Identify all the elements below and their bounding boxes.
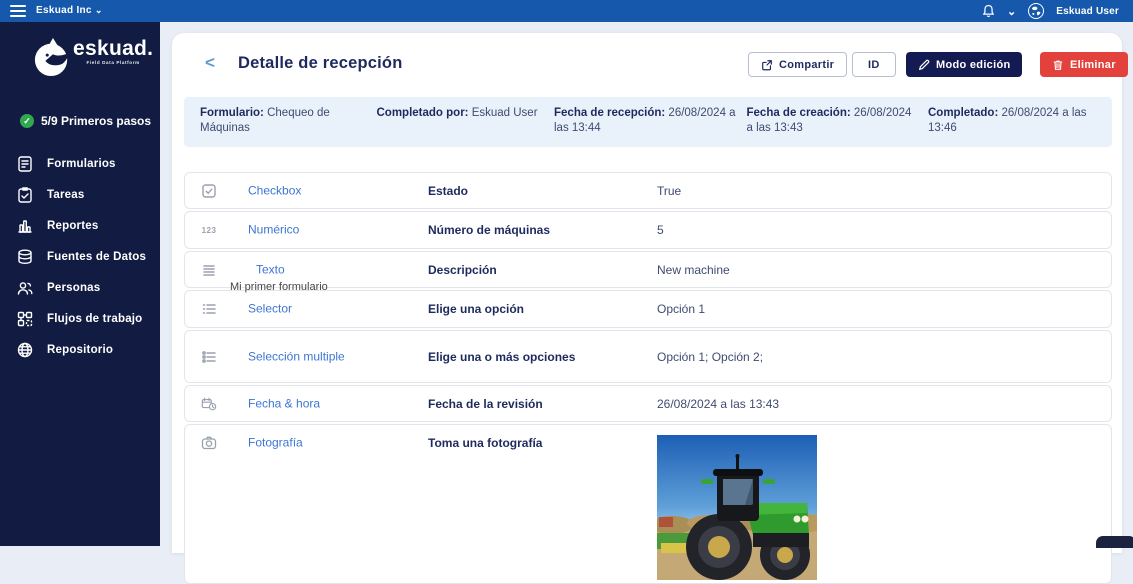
bell-icon[interactable] — [982, 4, 995, 18]
field-name: Elige una o más opciones — [428, 349, 576, 364]
sidebar-item-tareas[interactable] — [0, 179, 160, 210]
edit-mode-label: Modo edición — [936, 58, 1011, 71]
field-type-label[interactable]: Texto — [256, 262, 285, 276]
camera-icon — [199, 433, 219, 453]
text-icon — [199, 260, 219, 280]
field-row-fecha-hora — [184, 385, 1112, 422]
sidebar-item-flujos-de-trabajo[interactable] — [0, 303, 160, 334]
progress-label: 5/9 Primeros pasos — [41, 114, 152, 128]
username[interactable]: Eskuad User — [1056, 5, 1119, 17]
reports-icon — [16, 217, 34, 235]
workflows-icon — [16, 310, 34, 328]
org-name: Eskuad Inc — [36, 5, 92, 16]
numeric-icon: 123 — [201, 225, 217, 235]
id-label: ID — [868, 58, 880, 71]
sidebar-item-label: Reportes — [47, 219, 99, 232]
datetime-icon — [199, 394, 219, 414]
hamburger-icon[interactable] — [10, 5, 26, 17]
sidebar-item-fuentes-de-datos[interactable] — [0, 241, 160, 272]
sidebar-item-personas[interactable] — [0, 272, 160, 303]
forms-icon — [16, 155, 34, 173]
edit-mode-button[interactable] — [906, 52, 1022, 77]
field-value: Opción 1 — [657, 302, 706, 316]
sidebar-item-label: Flujos de trabajo — [47, 312, 143, 325]
field-type-label[interactable]: Selección multiple — [248, 349, 345, 363]
field-name: Fecha de la revisión — [428, 396, 543, 411]
field-name: Número de máquinas — [428, 223, 551, 237]
id-button[interactable] — [852, 52, 896, 77]
repository-icon — [16, 341, 34, 359]
org-switcher[interactable] — [36, 5, 103, 16]
field-type-label[interactable]: Numérico — [248, 222, 300, 237]
share-label: Compartir — [779, 58, 835, 71]
check-circle-icon: ✓ — [20, 114, 34, 128]
field-row-seleccion-multiple — [184, 330, 1112, 383]
meta-completado-por: Completado por: Eskuad User — [376, 107, 538, 119]
org-chevron-icon: ⌄ — [94, 5, 103, 15]
trash-icon — [1052, 59, 1064, 71]
onboarding-progress[interactable] — [20, 114, 151, 128]
delete-button[interactable] — [1040, 52, 1128, 77]
sidebar-item-label: Formularios — [47, 157, 116, 170]
top-bar — [0, 0, 1133, 22]
field-row-checkbox — [184, 172, 1112, 209]
chat-widget-button[interactable] — [1096, 536, 1133, 548]
form-name-tooltip: Mi primer formulario — [230, 281, 328, 293]
field-value: New machine — [657, 262, 730, 277]
field-value: 26/08/2024 a las 13:43 — [657, 396, 780, 411]
sidebar-item-label: Fuentes de Datos — [47, 250, 147, 263]
meta-fecha-creacion: Fecha de creación: 26/08/2024 a las 13:43 — [746, 107, 912, 134]
checkbox-icon — [199, 181, 219, 201]
sidebar-item-formularios[interactable] — [0, 148, 160, 179]
sidebar-item-label: Personas — [47, 281, 101, 294]
field-row-selector — [184, 290, 1112, 328]
submission-meta-bar — [184, 97, 1112, 147]
field-value: True — [657, 183, 682, 198]
meta-completado: Completado: 26/08/2024 a las 13:46 — [928, 107, 1087, 134]
wolf-icon — [33, 38, 71, 78]
logo-subtitle: Field Data Platform — [86, 60, 140, 65]
page-title: Detalle de recepción — [238, 54, 403, 72]
sidebar-item-repositorio[interactable] — [0, 334, 160, 365]
field-name: Descripción — [428, 262, 497, 277]
back-button[interactable]: < — [205, 53, 215, 72]
field-row-fotografia — [184, 424, 1112, 584]
tractor-photo[interactable] — [657, 435, 817, 580]
sidebar-item-label: Tareas — [47, 188, 85, 201]
field-type-label[interactable]: Selector — [248, 301, 293, 316]
sidebar — [0, 22, 160, 546]
share-button[interactable] — [748, 52, 847, 77]
sidebar-item-reportes[interactable] — [0, 210, 160, 241]
people-icon — [16, 279, 34, 297]
user-chevron-icon[interactable]: ⌄ — [1006, 5, 1017, 18]
delete-label: Eliminar — [1070, 58, 1116, 71]
logo-name: eskuad. — [73, 37, 154, 60]
share-icon — [761, 59, 773, 71]
tasks-icon — [16, 186, 34, 204]
field-name: Estado — [428, 183, 469, 198]
field-type-label[interactable]: Fecha & hora — [248, 396, 321, 410]
eskuad-logo — [33, 38, 153, 78]
meta-fecha-recepcion: Fecha de recepción: 26/08/2024 a las 13:44 — [554, 107, 736, 134]
field-type-label[interactable]: Fotografía — [248, 435, 303, 450]
meta-formulario: Formulario: Chequeo de Máquinas — [200, 107, 330, 134]
field-name: Elige una opción — [428, 302, 525, 316]
sidebar-item-label: Repositorio — [47, 343, 114, 356]
pencil-icon — [918, 59, 930, 71]
datasources-icon — [16, 248, 34, 266]
selector-icon — [199, 299, 219, 319]
field-value: 5 — [657, 223, 664, 237]
multiselect-icon — [199, 347, 219, 367]
field-row-numerico — [184, 211, 1112, 249]
field-type-label[interactable]: Checkbox — [248, 183, 302, 197]
globe-avatar[interactable] — [1028, 3, 1044, 19]
field-name: Toma una fotografía — [428, 436, 543, 450]
field-value: Opción 1; Opción 2; — [657, 349, 764, 364]
